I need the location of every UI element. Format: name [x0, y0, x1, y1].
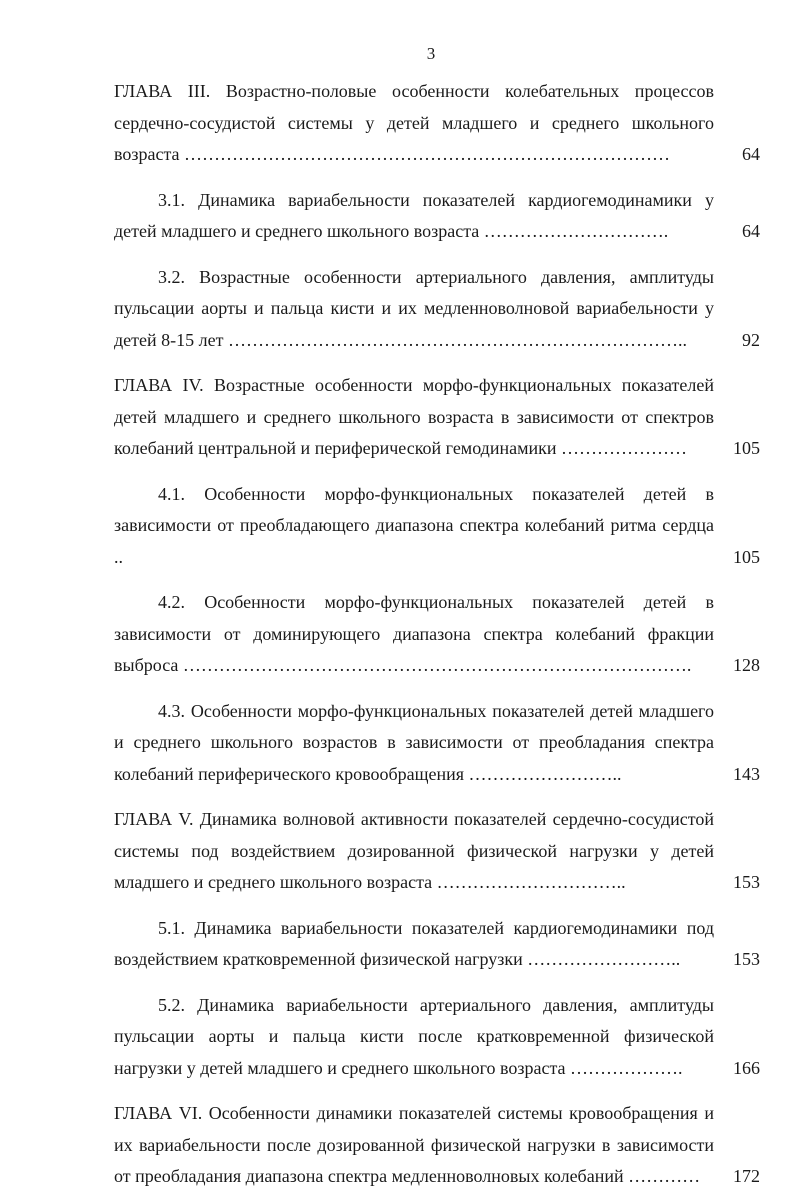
- toc-entry-text: 4.2. Особенности морфо-функциональных показателей детей в зависимости от доминирующего диапазона спектра колебаний фракции выброса ………………………………………………………………………….: [114, 592, 714, 675]
- toc-entry-text: 3.2. Возрастные особенности артериального давления, амплитуды пульсации аорты и пальца кисти и их медленноволновой вариабельности у детей 8-15 лет …………………………………………………………………..: [114, 266, 714, 350]
- toc-entry-section-3-1: [114, 185, 760, 248]
- toc-entry-text: ГЛАВА IV. Возрастные особенности морфо-функциональных показателей детей младшего и среднего школьного возраста в зависимости от спектров колебаний центральной и периферической гемодинамики …………………: [114, 375, 714, 458]
- toc-entry-section-3-2: [114, 262, 760, 357]
- toc-page-number: 128: [733, 655, 760, 675]
- toc-entry-section-5-1: [114, 913, 760, 976]
- toc-entry-chapter-6: [114, 1098, 760, 1193]
- toc-entry-section-4-3: [114, 696, 760, 791]
- toc-entry-chapter-3: [114, 76, 760, 171]
- toc-entry-text: 3.1. Динамика вариабельности показателей кардиогемодинамики у детей младшего и среднего школьного возраста ………………………….: [114, 189, 714, 241]
- toc-entry-section-4-2: [114, 587, 760, 682]
- toc-page-number: 64: [742, 144, 760, 164]
- toc-entry-section-4-1: [114, 479, 760, 574]
- toc-page-number: 172: [733, 1166, 760, 1186]
- toc-entry-text: 4.3. Особенности морфо-функциональных показателей детей младшего и среднего школьного возрастов в зависимости от преобладания спектра колебаний периферического кровообращения ……………………..: [114, 700, 714, 784]
- toc-page-number: 143: [733, 763, 760, 784]
- page-number: 3: [426, 44, 436, 63]
- toc-page-number: 92: [742, 329, 760, 350]
- toc-entry-text: ГЛАВА VI. Особенности динамики показателей системы кровообращения и их вариабельности после дозированной физической нагрузки в зависимости от преобладания диапазона спектра медленноволновых колебаний …………: [114, 1103, 714, 1186]
- toc-page-number: 64: [742, 221, 760, 241]
- toc-entry-chapter-5: [114, 804, 760, 899]
- toc-entry-text: 5.2. Динамика вариабельности артериального давления, амплитуды пульсации аорты и пальца кисти после кратковременной физической нагрузки у детей младшего и среднего школьного возраста ……………….: [114, 994, 714, 1078]
- toc-page-number: 153: [733, 949, 760, 969]
- toc-page-number: 105: [733, 546, 760, 567]
- toc-entry-chapter-4: [114, 370, 760, 465]
- toc-entry-text: 4.1. Особенности морфо-функциональных показателей детей в зависимости от преобладающего диапазона спектра колебаний ритма сердца ..: [114, 483, 714, 567]
- toc-page-number: 105: [733, 438, 760, 458]
- toc-page-number: 153: [733, 872, 760, 892]
- toc-page-number: 166: [733, 1057, 760, 1078]
- toc-entry-text: ГЛАВА V. Динамика волновой активности показателей сердечно-сосудистой системы под воздействием дозированной физической нагрузки у детей младшего и среднего школьного возраста …………………………..: [114, 809, 714, 892]
- toc-entry-text: 5.1. Динамика вариабельности показателей кардиогемодинамики под воздействием кратковременной физической нагрузки ……………………..: [114, 917, 714, 969]
- toc-entry-text: ГЛАВА III. Возрастно-половые особенности колебательных процессов сердечно-сосудистой системы у детей младшего и среднего школьного возраста ………………………………………………………………………: [114, 81, 714, 164]
- toc-entry-section-5-2: [114, 990, 760, 1085]
- table-of-contents: [114, 76, 760, 1193]
